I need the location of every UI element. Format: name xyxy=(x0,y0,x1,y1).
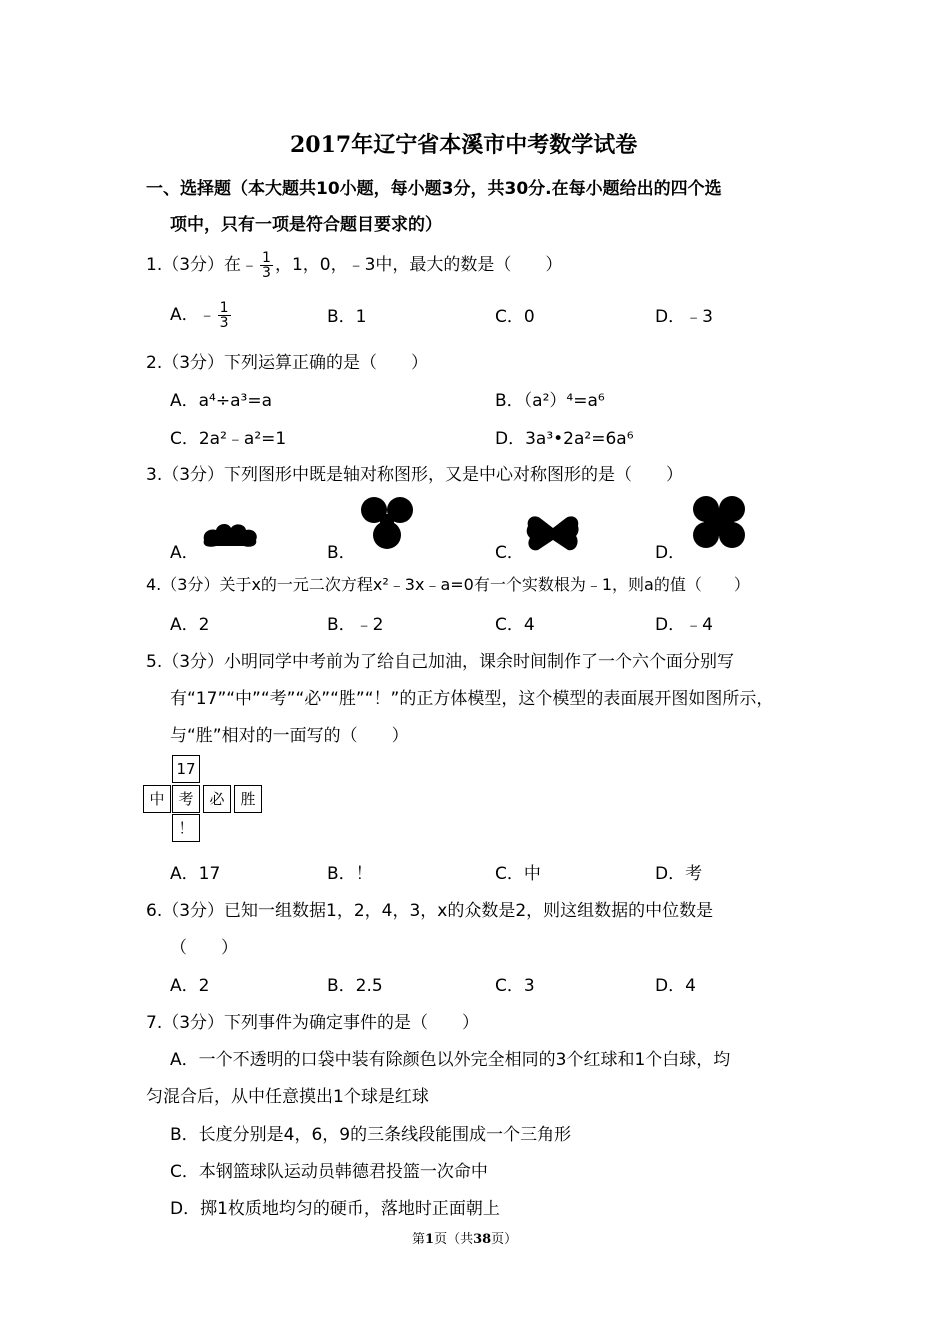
q7-option-b[interactable]: B．长度分别是4，6，9的三条线段能围成一个三角形 xyxy=(170,1125,572,1145)
q1-a-num: 1 xyxy=(219,299,229,316)
q2-option-b[interactable]: B．（a²）⁴=a⁶ xyxy=(495,391,605,411)
q1-a-den: 3 xyxy=(219,314,229,331)
q1-prefix: 1.（3分）在﹣ xyxy=(146,255,259,275)
net-cell-bottom: ！ xyxy=(172,814,200,842)
footer-mid: 页（共 xyxy=(434,1232,474,1247)
q6-option-a[interactable]: A．2 xyxy=(170,976,210,996)
page-title: 2017年辽宁省本溪市中考数学试卷 xyxy=(290,132,638,158)
section-heading-line2: 项中，只有一项是符合题目要求的） xyxy=(170,215,442,235)
question-6-line1: 6.（3分）已知一组数据1，2，4，3，x的众数是2，则这组数据的中位数是 xyxy=(146,901,714,921)
q6-option-c[interactable]: C．3 xyxy=(495,976,535,996)
q2-option-d[interactable]: D．3a³•2a²=6a⁶ xyxy=(495,429,634,449)
q1-a-fraction xyxy=(218,301,231,330)
q6-option-d[interactable]: D．4 xyxy=(655,976,696,996)
q5-option-a[interactable]: A．17 xyxy=(170,864,221,884)
q7-option-d[interactable]: D．掷1枚质地均匀的硬币，落地时正面朝上 xyxy=(170,1199,500,1219)
q4-option-d[interactable]: D．﹣4 xyxy=(655,615,713,635)
net-cell-top: 17 xyxy=(172,755,200,783)
q1-fraction xyxy=(260,251,273,280)
bowtie-shape-icon xyxy=(526,514,580,554)
q7-option-c[interactable]: C．本钢篮球队运动员韩德君投篮一次命中 xyxy=(170,1162,488,1182)
footer-post: 页） xyxy=(491,1232,518,1247)
footer-pre: 第 xyxy=(412,1232,426,1247)
q1-option-c[interactable]: C．0 xyxy=(495,307,535,327)
q1-frac-den: 3 xyxy=(262,264,271,281)
q3-option-d[interactable]: D． xyxy=(655,543,686,563)
q1-option-a[interactable] xyxy=(170,300,233,330)
footer-page-number: 1 xyxy=(425,1232,435,1247)
q1-frac-num: 1 xyxy=(262,249,271,266)
q7-option-a-line2[interactable]: 匀混合后，从中任意摸出1个球是红球 xyxy=(146,1087,429,1107)
q4-option-a[interactable]: A．2 xyxy=(170,615,210,635)
q5-option-d[interactable]: D．考 xyxy=(655,864,703,884)
net-cell-3: 必 xyxy=(203,785,231,813)
cloud-shape-icon xyxy=(200,518,260,550)
q4-option-b[interactable]: B．﹣2 xyxy=(327,615,384,635)
trefoil-shape-icon xyxy=(356,494,418,552)
question-6-line2: （ ） xyxy=(170,938,238,958)
net-cell-1: 中 xyxy=(143,785,171,813)
question-5-line2: 有“17”“中”“考”“必”“胜”“！”的正方体模型，这个模型的表面展开图如图所示， xyxy=(170,689,774,709)
q1-suffix: ，1，0，﹣3中，最大的数是（ ） xyxy=(274,255,563,275)
q2-option-a[interactable]: A．a⁴÷a³=a xyxy=(170,391,272,411)
q7-option-a-line1[interactable]: A．一个不透明的口袋中装有除颜色以外完全相同的3个红球和1个白球，均 xyxy=(170,1050,731,1070)
page-footer xyxy=(412,1228,517,1247)
q5-option-c[interactable]: C．中 xyxy=(495,864,541,884)
cube-net-figure xyxy=(143,755,265,843)
q6-option-b[interactable]: B．2.5 xyxy=(327,976,383,996)
question-7-stem: 7.（3分）下列事件为确定事件的是（ ） xyxy=(146,1013,480,1033)
question-2-stem: 2.（3分）下列运算正确的是（ ） xyxy=(146,353,429,373)
q3-option-a[interactable]: A． xyxy=(170,543,199,563)
question-3-stem: 3.（3分）下列图形中既是轴对称图形，又是中心对称图形的是（ ） xyxy=(146,465,684,485)
net-cell-4: 胜 xyxy=(234,785,262,813)
footer-total-pages: 38 xyxy=(473,1232,492,1247)
question-5-line1: 5.（3分）小明同学中考前为了给自己加油，课余时间制作了一个六个面分别写 xyxy=(146,652,735,672)
q1-a-prefix: A．﹣ xyxy=(170,305,216,325)
four-leaf-shape-icon xyxy=(686,494,752,552)
question-4-stem: 4.（3分）关于x的一元二次方程x²﹣3x﹣a=0有一个实数根为﹣1，则a的值（ ） xyxy=(146,575,750,594)
q3-option-b[interactable]: B． xyxy=(327,543,356,563)
q4-option-c[interactable]: C．4 xyxy=(495,615,535,635)
net-cell-2: 考 xyxy=(172,785,200,813)
q2-option-c[interactable]: C．2a²﹣a²=1 xyxy=(170,429,287,449)
q1-option-d[interactable]: D．﹣3 xyxy=(655,307,713,327)
question-5-line3: 与“胜”相对的一面写的（ ） xyxy=(170,726,409,746)
question-1-stem xyxy=(146,250,562,280)
q3-option-c[interactable]: C． xyxy=(495,543,524,563)
section-heading-line1: 一、选择题（本大题共10小题，每小题3分，共30分.在每小题给出的四个选 xyxy=(146,179,722,199)
q5-option-b[interactable]: B．！ xyxy=(327,864,373,884)
q1-option-b[interactable]: B．1 xyxy=(327,307,367,327)
